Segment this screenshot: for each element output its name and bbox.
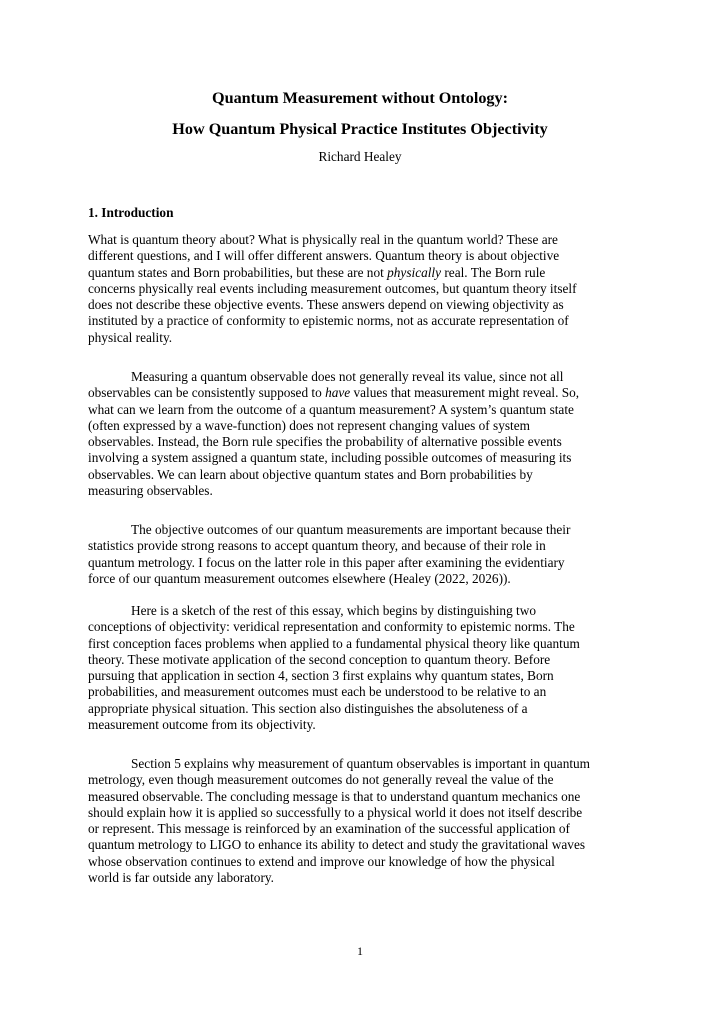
text-line: world is far outside any laboratory. <box>88 870 274 886</box>
paragraph-1 <box>88 232 648 346</box>
author-name: Richard Healey <box>318 149 402 164</box>
text-line: measuring observables. <box>88 483 213 499</box>
text-line: observables. We can learn about objective quantum states and Born probabilities by <box>88 466 533 482</box>
text-segment: quantum states and Born probabilities, but these are not <box>88 264 388 280</box>
text-line: should explain how it is applied so successfully to a physical world it does not itself describe <box>88 804 583 820</box>
text-line: measurement outcome from its objectivity. <box>88 717 316 733</box>
text-line: different questions, and I will offer different answers. Quantum theory is about objective <box>88 248 560 264</box>
text-line <box>88 265 648 281</box>
text-line: involving a system assigned a quantum state, including possible outcomes of measuring its <box>88 450 572 466</box>
text-line: metrology, even though measurement outcomes do not generally reveal the value of the <box>88 772 554 788</box>
text-segment: real. The Born rule <box>441 264 546 280</box>
paragraph-5 <box>88 756 648 886</box>
text-line: conceptions of objectivity: veridical representation and conformity to epistemic norms. The <box>88 619 575 635</box>
text-segment: observables can be consistently supposed to <box>88 385 326 401</box>
text-line: pursuing that application in section 4, section 3 first explains why quantum states, Born <box>88 668 554 684</box>
text-line: instituted by a practice of conformity to epistemic norms, not as accurate representation of <box>88 313 569 329</box>
text-line: theory. These motivate application of the second conception to quantum theory. Before <box>88 651 551 667</box>
text-line: or represent. This message is reinforced by an examination of the successful application of <box>88 821 570 837</box>
text-line: What is quantum theory about? What is physically real in the quantum world? These are <box>88 232 558 247</box>
text-line: probabilities, and measurement outcomes must each be understood to be relative to an <box>88 684 547 700</box>
page-number: 1 <box>357 944 363 958</box>
text-line: first conception faces problems when applied to a fundamental physical theory like quantum <box>88 635 580 651</box>
text-line: The objective outcomes of our quantum measurements are important because their <box>131 522 571 537</box>
section-heading-introduction: 1. Introduction <box>88 205 174 220</box>
text-line: statistics provide strong reasons to accept quantum theory, and because of their role in <box>88 538 546 554</box>
text-line: measured observable. The concluding message is that to understand quantum mechanics one <box>88 788 581 804</box>
text-line: quantum metrology. I focus on the latter role in this paper after examining the evidentiary <box>88 554 565 570</box>
text-line: does not describe these objective events. These answers depend on viewing objectivity as <box>88 297 564 313</box>
paragraph-2 <box>88 369 648 499</box>
paragraph-3 <box>88 522 648 587</box>
text-line <box>88 385 648 401</box>
paragraph-4 <box>88 603 648 733</box>
italic-emphasis: physically <box>387 264 442 280</box>
paper-title-line-1: Quantum Measurement without Ontology: <box>211 89 509 107</box>
text-line: (often expressed by a wave-function) does not represent changing values of system <box>88 417 530 433</box>
text-line: quantum metrology to LIGO to enhance its ability to detect and study the gravitational waves <box>88 837 586 853</box>
text-line: what can we learn from the outcome of a quantum measurement? A system’s quantum state <box>88 401 574 417</box>
text-line: Section 5 explains why measurement of quantum observables is important in quantum <box>131 756 591 771</box>
italic-emphasis: have <box>325 385 351 401</box>
text-line: whose observation continues to extend and improve our knowledge of how the physical <box>88 853 555 869</box>
text-line: Measuring a quantum observable does not generally reveal its value, since not all <box>131 369 564 384</box>
paper-title-line-2: How Quantum Physical Practice Institutes Objectivity <box>172 120 548 138</box>
text-line: concerns physically real events including measurement outcomes, but quantum theory itself <box>88 280 577 296</box>
text-line: force of our quantum measurement outcomes elsewhere (Healey (2022, 2026)). <box>88 570 511 586</box>
text-line: Here is a sketch of the rest of this essay, which begins by distinguishing two <box>131 603 536 618</box>
text-line: appropriate physical situation. This section also distinguishes the absoluteness of a <box>88 700 528 716</box>
text-line: observables. Instead, the Born rule specifies the probability of alternative possible events <box>88 434 562 450</box>
text-line: physical reality. <box>88 329 173 345</box>
text-segment: values that measurement might reveal. So, <box>350 385 580 401</box>
